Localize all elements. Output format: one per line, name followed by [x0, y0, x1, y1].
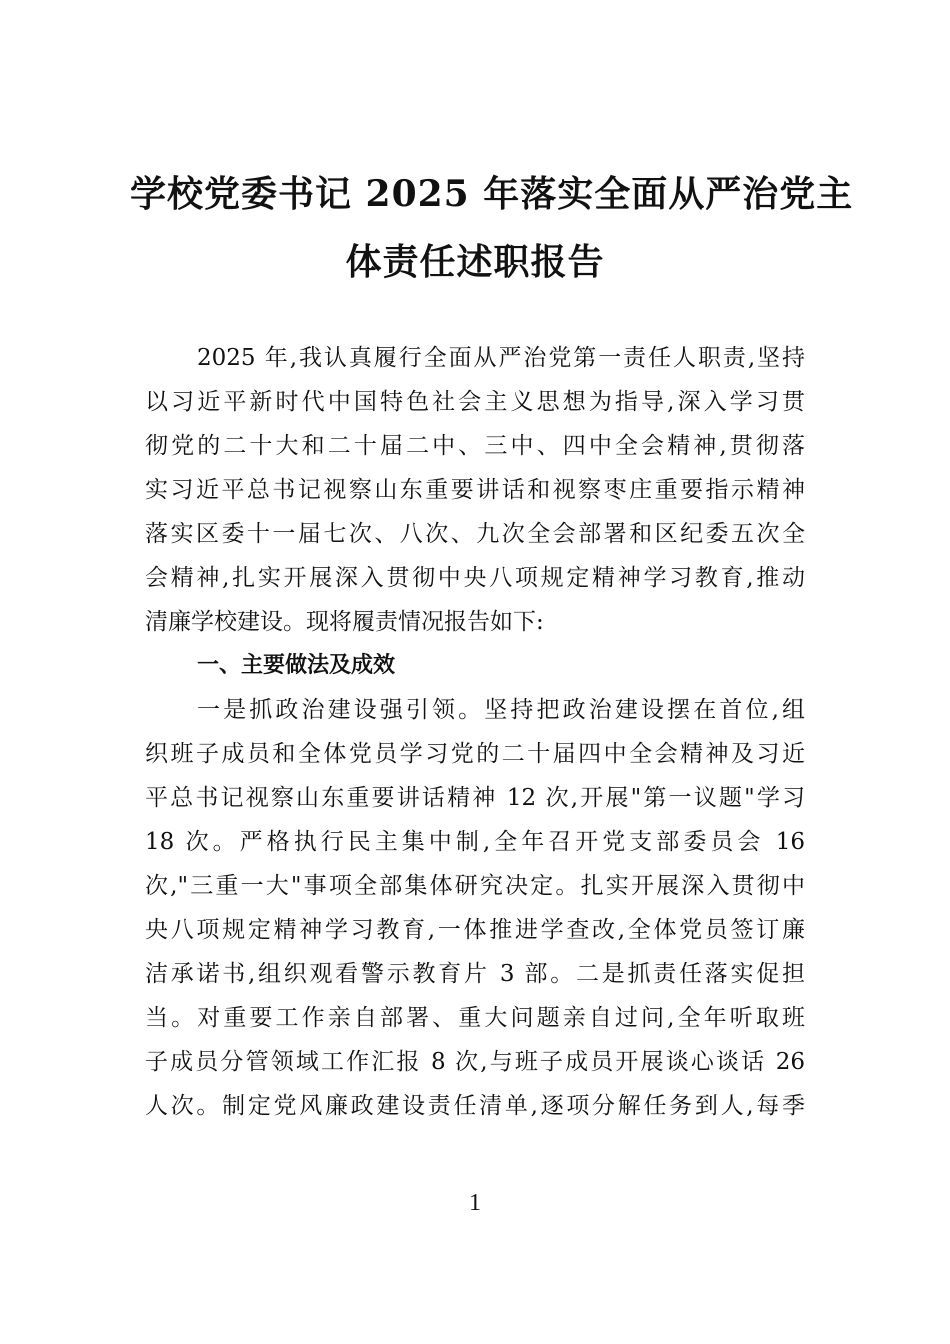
paragraph-line: 一是抓政治建设强引领。坚持把政治建设摆在首位,组 — [197, 697, 805, 723]
section-heading: 一、主要做法及成效 — [197, 653, 396, 678]
paragraph-line: 18 次。严格执行民主集中制,全年召开党支部委员会 16 — [145, 829, 805, 855]
paragraph-intro — [145, 336, 805, 644]
paragraph-line: 织班子成员和全体党员学习党的二十届四中全会精神及习近 — [145, 741, 805, 767]
paragraph-line: 2025 年,我认真履行全面从严治党第一责任人职责,坚持 — [197, 345, 805, 371]
page-number: 1 — [469, 1190, 481, 1216]
paragraph-line: 人次。制定党风廉政建设责任清单,逐项分解任务到人,每季 — [145, 1093, 805, 1119]
paragraph-practices — [145, 688, 805, 1128]
paragraph-line: 彻党的二十大和二十届二中、三中、四中全会精神,贯彻落 — [145, 433, 805, 459]
paragraph-line: 平总书记视察山东重要讲话精神 12 次,开展"第一议题"学习 — [145, 785, 805, 811]
paragraph-line: 落实区委十一届七次、八次、九次全会部署和区纪委五次全 — [145, 521, 805, 547]
paragraph-line: 次,"三重一大"事项全部集体研究决定。扎实开展深入贯彻中 — [145, 873, 805, 899]
paragraph-line: 子成员分管领域工作汇报 8 次,与班子成员开展谈心谈话 26 — [145, 1049, 805, 1075]
document-body — [145, 336, 805, 1128]
paragraph-line: 实习近平总书记视察山东重要讲话和视察枣庄重要指示精神 — [145, 477, 805, 503]
paragraph-line: 会精神,扎实开展深入贯彻中央八项规定精神学习教育,推动 — [145, 565, 805, 591]
document-title — [130, 160, 854, 296]
paragraph-line: 当。对重要工作亲自部署、重大问题亲自过问,全年听取班 — [145, 1005, 805, 1031]
paragraph-line: 洁承诺书,组织观看警示教育片 3 部。二是抓责任落实促担 — [145, 961, 805, 987]
paragraph-line: 央八项规定精神学习教育,一体推进学查改,全体党员签订廉 — [145, 917, 805, 943]
title-line-2: 体责任述职报告 — [345, 241, 605, 283]
title-line-1: 学校党委书记 2025 年落实全面从严治党主 — [130, 173, 854, 215]
paragraph-line: 以习近平新时代中国特色社会主义思想为指导,深入学习贯 — [145, 389, 805, 415]
paragraph-line: 清廉学校建设。现将履责情况报告如下: — [145, 609, 544, 635]
